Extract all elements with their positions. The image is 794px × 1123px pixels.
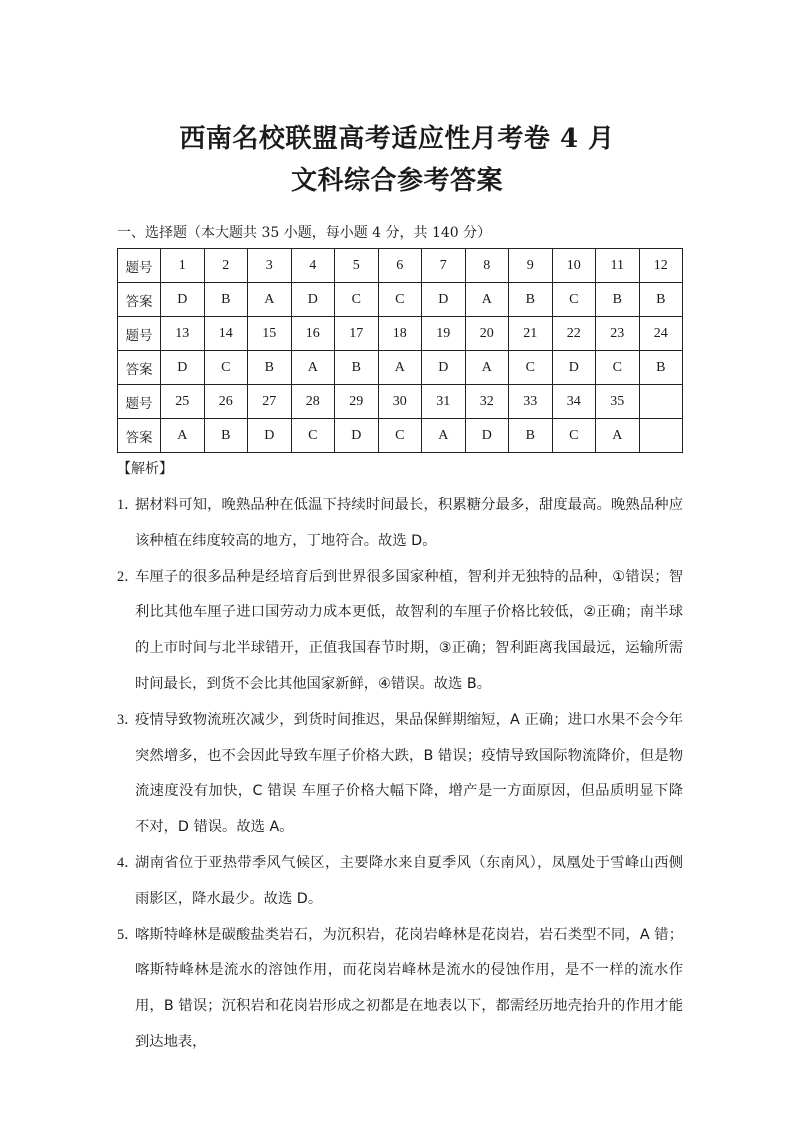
question-number-cell: 22 bbox=[552, 317, 596, 351]
answer-label-cell: 答案 bbox=[118, 419, 161, 453]
section-heading: 一、选择题（本大题共 35 小题，每小题 4 分，共 140 分） bbox=[117, 225, 492, 241]
question-number-cell: 10 bbox=[552, 249, 596, 283]
answer-cell: A bbox=[596, 419, 640, 453]
answer-cell: C bbox=[291, 419, 335, 453]
analysis-item-number: 4． bbox=[117, 854, 139, 871]
question-number-row bbox=[118, 249, 683, 283]
question-number-cell: 25 bbox=[161, 385, 205, 419]
question-number-cell: 16 bbox=[291, 317, 335, 351]
answer-cell: B bbox=[639, 351, 683, 385]
answer-cell: B bbox=[509, 419, 553, 453]
question-number-cell: 32 bbox=[465, 385, 509, 419]
answer-cell: D bbox=[422, 283, 466, 317]
answer-cell: D bbox=[248, 419, 292, 453]
analysis-item-text: 据材料可知，晚熟品种在低温下持续时间最长，积累糖分最多，甜度最高。晚熟品种应该种植在纬度较高的地方，丁地符合。故选 D。 bbox=[135, 497, 683, 549]
question-number-cell: 15 bbox=[248, 317, 292, 351]
analysis-item bbox=[117, 488, 683, 560]
question-number-cell: 23 bbox=[596, 317, 640, 351]
analysis-item bbox=[117, 703, 683, 846]
answer-cell: A bbox=[465, 283, 509, 317]
answer-cell: C bbox=[509, 351, 553, 385]
question-number-cell: 5 bbox=[335, 249, 379, 283]
question-number-cell: 33 bbox=[509, 385, 553, 419]
analysis-item-text: 湖南省位于亚热带季风气候区，主要降水来自夏季风（东南风），凤凰处于雪峰山西侧雨影区，降水最少。故选 D。 bbox=[135, 854, 683, 907]
answer-cell: A bbox=[378, 351, 422, 385]
analysis-item bbox=[117, 918, 683, 1061]
question-number-cell: 4 bbox=[291, 249, 335, 283]
question-number-cell: 12 bbox=[639, 249, 683, 283]
question-number-cell: 8 bbox=[465, 249, 509, 283]
answer-cell: C bbox=[378, 283, 422, 317]
answer-cell: A bbox=[248, 283, 292, 317]
question-number-cell: 24 bbox=[639, 317, 683, 351]
question-number-row bbox=[118, 385, 683, 419]
answer-label-cell: 答案 bbox=[118, 351, 161, 385]
analysis-item-number: 5． bbox=[117, 926, 139, 943]
answer-cell: D bbox=[161, 283, 205, 317]
analysis-item-number: 3． bbox=[117, 711, 139, 728]
question-label-cell: 题号 bbox=[118, 385, 161, 419]
page-subtitle: 文科综合参考答案 bbox=[290, 166, 503, 196]
answer-cell bbox=[639, 419, 683, 453]
answer-row bbox=[118, 283, 683, 317]
analysis-list bbox=[117, 488, 683, 1061]
answer-label-cell: 答案 bbox=[118, 283, 161, 317]
answer-cell: A bbox=[291, 351, 335, 385]
answer-cell: D bbox=[465, 419, 509, 453]
question-number-cell: 11 bbox=[596, 249, 640, 283]
question-number-cell: 28 bbox=[291, 385, 335, 419]
analysis-item-number: 2． bbox=[117, 568, 139, 585]
analysis-item-text: 喀斯特峰林是碳酸盐类岩石，为沉积岩，花岗岩峰林是花岗岩，岩石类型不同，A 错；喀斯特峰林是流水的溶蚀作用，而花岗岩峰林是流水的侵蚀作用，是不一样的流水作用，B 错误；沉积岩和花岗岩形成之初都是在地表以下，都需经历地壳抬升的作用才能到达地表， bbox=[135, 926, 683, 1050]
answer-cell: B bbox=[204, 283, 248, 317]
answer-cell: B bbox=[204, 419, 248, 453]
question-number-cell: 17 bbox=[335, 317, 379, 351]
question-number-cell: 18 bbox=[378, 317, 422, 351]
analysis-item-text: 车厘子的很多品种是经培育后到世界很多国家种植，智利并无独特的品种，①错误；智利比其他车厘子进口国劳动力成本更低，故智利的车厘子价格比较低，②正确；南半球的上市时间与北半球错开，正值我国春节时期，③正确；智利距离我国最远，运输所需时间最长，到货不会比其他国家新鲜，④错误。故选 B。 bbox=[135, 568, 683, 692]
answer-cell: D bbox=[161, 351, 205, 385]
question-number-row bbox=[118, 317, 683, 351]
question-number-cell: 20 bbox=[465, 317, 509, 351]
question-number-cell: 27 bbox=[248, 385, 292, 419]
answer-cell: C bbox=[552, 419, 596, 453]
analysis-heading: 【解析】 bbox=[117, 461, 173, 477]
analysis-item bbox=[117, 846, 683, 918]
answer-cell: C bbox=[335, 283, 379, 317]
question-number-cell: 29 bbox=[335, 385, 379, 419]
answer-row bbox=[118, 351, 683, 385]
answer-table bbox=[117, 248, 683, 453]
answer-row bbox=[118, 419, 683, 453]
answer-cell: C bbox=[552, 283, 596, 317]
answer-cell: B bbox=[335, 351, 379, 385]
answer-cell: A bbox=[465, 351, 509, 385]
question-number-cell: 31 bbox=[422, 385, 466, 419]
question-number-cell: 9 bbox=[509, 249, 553, 283]
question-label-cell: 题号 bbox=[118, 249, 161, 283]
question-number-cell bbox=[639, 385, 683, 419]
question-number-cell: 21 bbox=[509, 317, 553, 351]
question-number-cell: 26 bbox=[204, 385, 248, 419]
answer-cell: D bbox=[335, 419, 379, 453]
answer-cell: B bbox=[596, 283, 640, 317]
answer-cell: C bbox=[596, 351, 640, 385]
question-number-cell: 30 bbox=[378, 385, 422, 419]
answer-cell: A bbox=[422, 419, 466, 453]
answer-cell: C bbox=[378, 419, 422, 453]
answer-cell: B bbox=[639, 283, 683, 317]
question-number-cell: 6 bbox=[378, 249, 422, 283]
answer-cell: D bbox=[291, 283, 335, 317]
question-number-cell: 1 bbox=[161, 249, 205, 283]
answer-cell: D bbox=[422, 351, 466, 385]
question-number-cell: 35 bbox=[596, 385, 640, 419]
question-number-cell: 3 bbox=[248, 249, 292, 283]
question-label-cell: 题号 bbox=[118, 317, 161, 351]
answer-cell: B bbox=[248, 351, 292, 385]
answer-cell: B bbox=[509, 283, 553, 317]
answer-cell: D bbox=[552, 351, 596, 385]
question-number-cell: 19 bbox=[422, 317, 466, 351]
question-number-cell: 13 bbox=[161, 317, 205, 351]
answer-cell: A bbox=[161, 419, 205, 453]
question-number-cell: 14 bbox=[204, 317, 248, 351]
analysis-item bbox=[117, 560, 683, 703]
question-number-cell: 7 bbox=[422, 249, 466, 283]
question-number-cell: 34 bbox=[552, 385, 596, 419]
answer-cell: C bbox=[204, 351, 248, 385]
question-number-cell: 2 bbox=[204, 249, 248, 283]
page-title: 西南名校联盟高考适应性月考卷 4 月 bbox=[179, 124, 615, 154]
analysis-item-text: 疫情导致物流班次减少，到货时间推迟，果品保鲜期缩短，A 正确；进口水果不会今年突然增多，也不会因此导致车厘子价格大跌，B 错误；疫情导致国际物流降价，但是物流速度没有加快，C 错误 车厘子价格大幅下降，增产是一方面原因，但品质明显下降不对，D 错误。故选 A。 bbox=[135, 711, 683, 836]
analysis-item-number: 1． bbox=[117, 497, 139, 513]
